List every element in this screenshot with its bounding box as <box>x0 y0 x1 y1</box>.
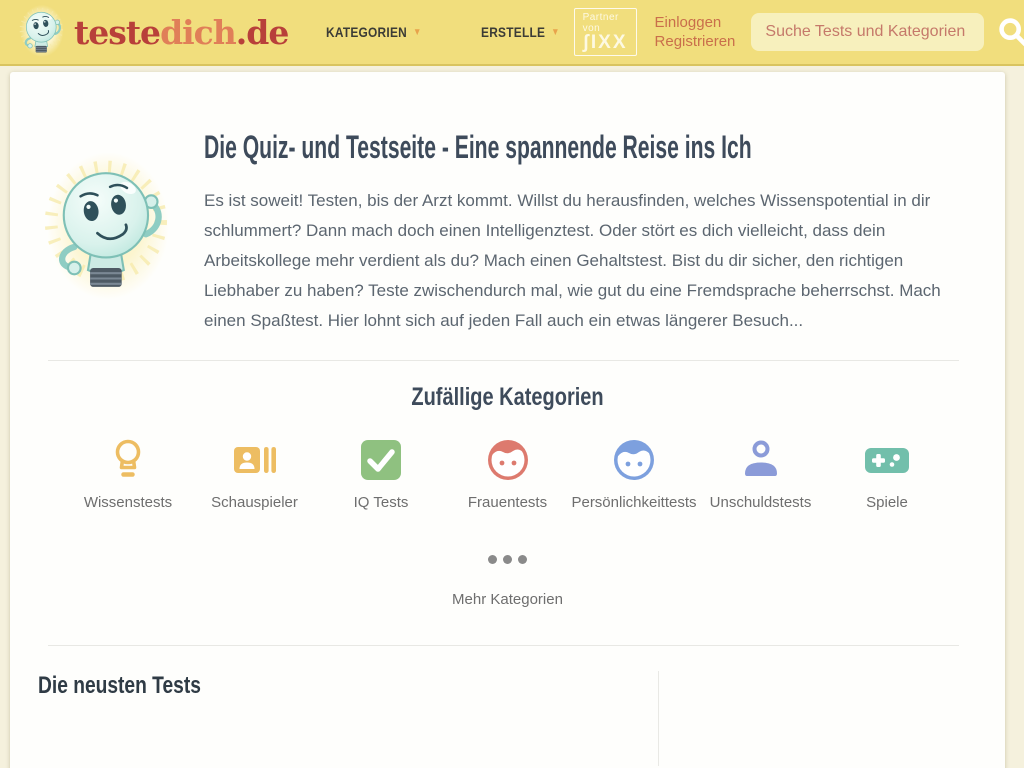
hero-text <box>204 122 964 336</box>
latest-tests-title: Die neusten Tests <box>38 672 201 699</box>
login-link[interactable]: Einloggen <box>654 14 722 31</box>
person-icon <box>739 438 783 482</box>
category-schauspieler[interactable]: Schauspieler <box>195 438 315 511</box>
nav-erstelle[interactable]: ERSTELLE ▼ <box>480 24 560 40</box>
bottom-section <box>10 646 1005 766</box>
search-input[interactable] <box>751 13 984 51</box>
hero-section <box>10 72 1005 360</box>
categories-title: Zufällige Kategorien <box>411 383 604 411</box>
right-column <box>659 646 1005 766</box>
latest-tests-column <box>10 646 658 766</box>
brand-wordmark: testedich.de <box>74 12 289 52</box>
mascot-lightbulb-icon <box>16 4 68 60</box>
dot-icon <box>503 555 512 564</box>
categories-row <box>10 438 1005 511</box>
chevron-down-icon: ▼ <box>550 26 560 38</box>
search-button[interactable] <box>997 16 1024 48</box>
gamepad-icon <box>865 438 909 482</box>
more-categories-dots[interactable] <box>10 555 1005 564</box>
register-link[interactable]: Registrieren <box>654 33 736 50</box>
logo[interactable] <box>16 4 288 60</box>
category-spiele[interactable]: Spiele <box>827 438 947 511</box>
auth-links <box>655 13 736 51</box>
dot-icon <box>488 555 497 564</box>
category-frauentests[interactable]: Frauentests <box>448 438 568 511</box>
chevron-down-icon: ▼ <box>413 26 422 38</box>
female-face-icon <box>486 438 530 482</box>
nav-kategorien[interactable]: KATEGORIEN ▼ <box>326 24 422 40</box>
category-wissenstests[interactable]: Wissenstests <box>68 438 188 511</box>
sixx-logo: ʃIXX <box>582 31 628 53</box>
site-header <box>0 0 1024 66</box>
content-card <box>10 72 1005 768</box>
category-unschuldstests[interactable]: Unschuldstests <box>701 438 821 511</box>
category-iq-tests[interactable]: IQ Tests <box>321 438 441 511</box>
search-icon <box>997 16 1024 48</box>
dot-icon <box>518 555 527 564</box>
male-face-icon <box>612 438 656 482</box>
lightbulb-icon <box>106 438 150 482</box>
main-nav <box>326 24 573 40</box>
mascot-illustration <box>44 150 174 313</box>
more-categories-link[interactable]: Mehr Kategorien <box>452 591 563 608</box>
id-card-icon <box>233 438 277 482</box>
category-persoenlichkeittests[interactable]: Persönlichkeittests <box>574 438 694 511</box>
section-divider <box>48 360 959 361</box>
partner-sixx-badge[interactable]: Partner von ʃIXX <box>574 8 637 57</box>
intro-paragraph: Es ist soweit! Testen, bis der Arzt kommt. Willst du herausfinden, welches Wissenspotential in dir schlummert? Dann mach doch einen Intelligenztest. Oder stört es dich vielleicht, dass dein Arbeitskollege mehr verdient als du? Mach einen Gehaltstest. Bist du dir sicher, den richtigen Liebhaber zu haben? Teste zwischendurch mal, wie gut du eine Fremdsprache beherrschst. Mach einen Spaßtest. Hier lohnt sich auf jeden Fall auch ein etwas längerer Besuch... <box>204 191 941 330</box>
page-title: Die Quiz- und Testseite - Eine spannende Reise ins Ich <box>204 129 752 165</box>
checkmark-icon <box>359 438 403 482</box>
